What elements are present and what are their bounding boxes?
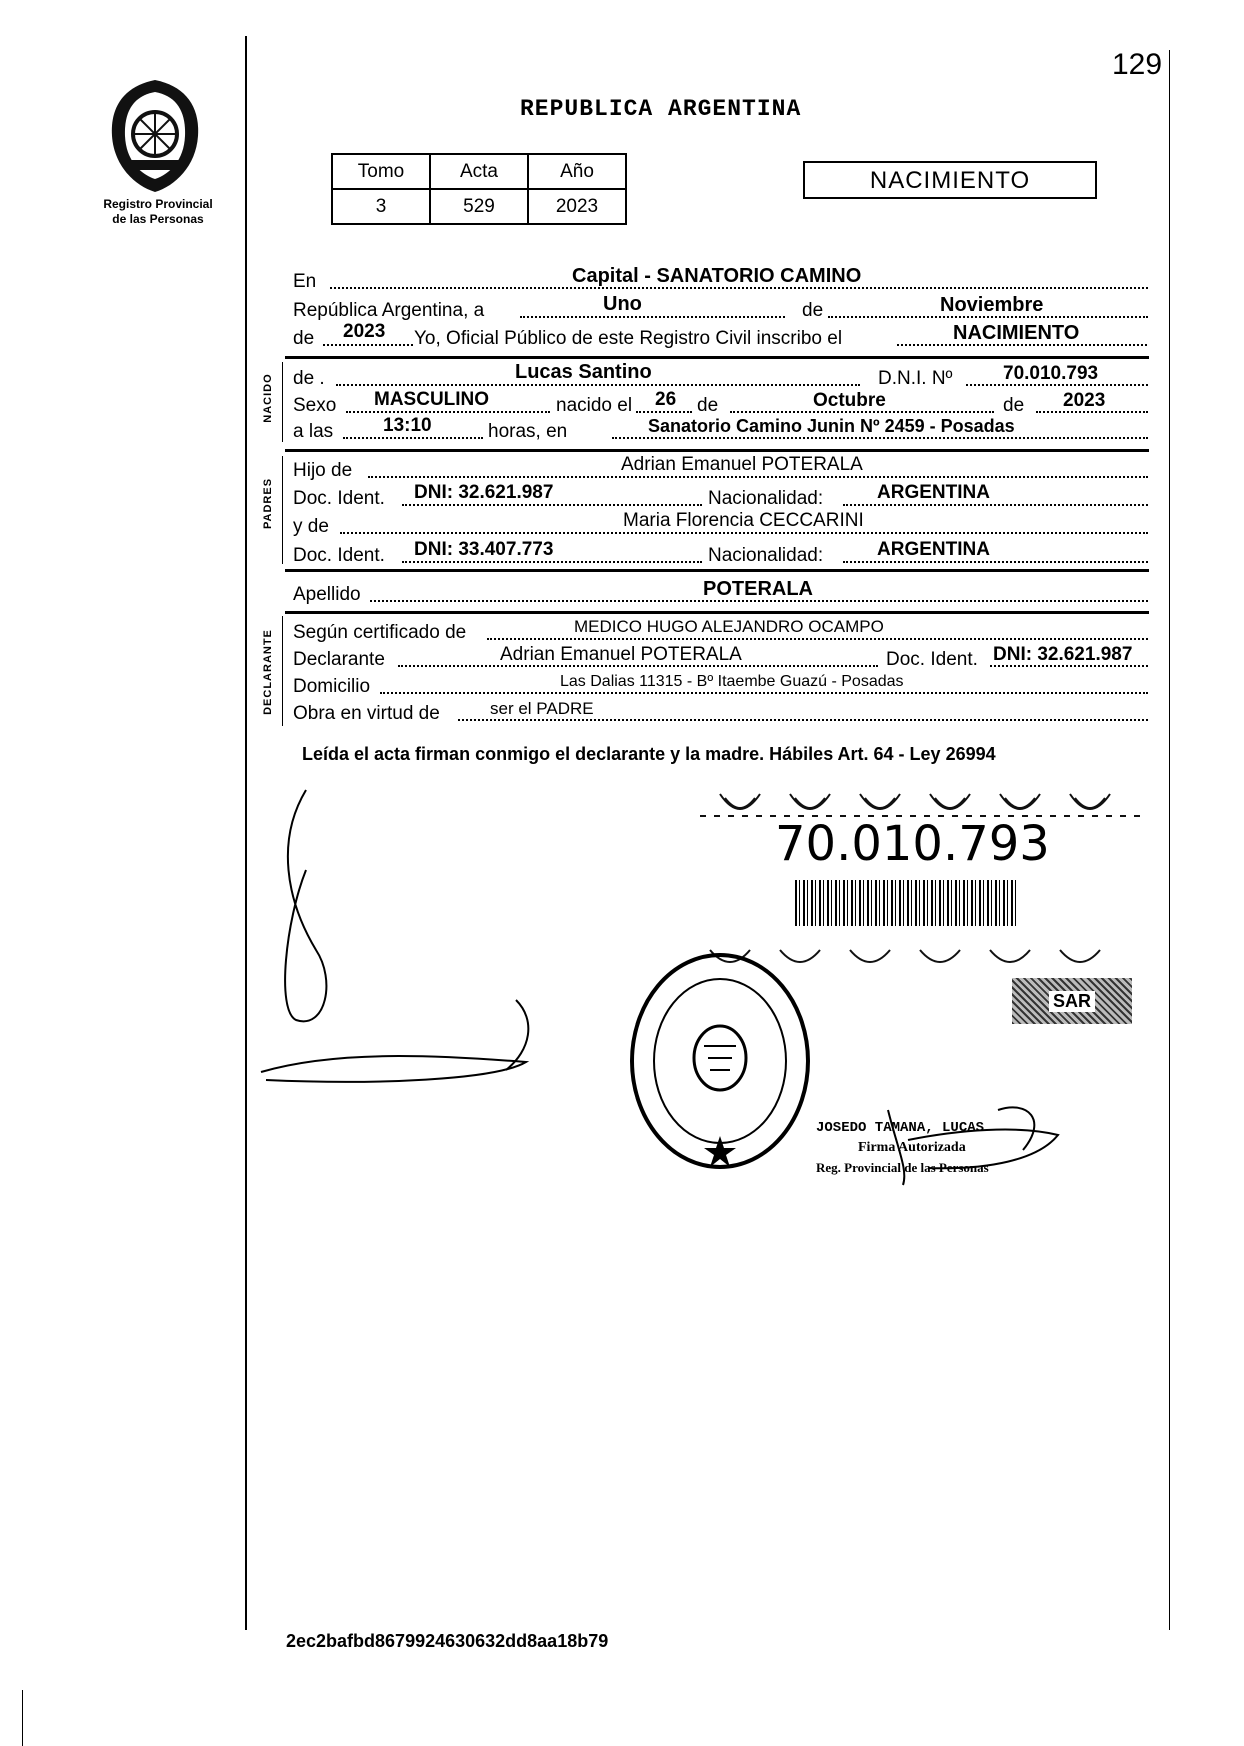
value-acta: 529 [430,189,528,224]
handwritten-signature-icon [256,780,556,1100]
province-logo [100,76,210,196]
parents-father: Adrian Emanuel POTERALA [621,454,863,475]
declarant-doc: DNI: 32.621.987 [993,644,1133,665]
record-type-box: NACIMIENTO [803,161,1097,199]
header-acta: Acta [430,154,528,189]
closing-sentence: Leída el acta firman conmigo el declarante y la madre. Hábiles Art. 64 - Ley 26994 [302,744,996,764]
bottom-margin-tick [22,1690,23,1746]
parents-father-nat: ARGENTINA [877,482,990,503]
side-label-nacido: NACIDO [262,373,274,423]
born-day: 26 [655,389,677,410]
declarant-decl-label: Declarante [293,649,385,670]
parents-mother-nat: ARGENTINA [877,539,990,560]
date-de-label: de [802,300,824,321]
side-line-nacido [282,362,283,442]
declarant-name: Adrian Emanuel POTERALA [500,644,742,665]
born-time-dots [343,437,483,439]
declarant-virtue-dots [458,719,1148,721]
value-tomo: 3 [332,189,430,224]
born-day-dots [636,411,692,413]
side-label-declarante: DECLARANTE [262,629,274,715]
parents-mother-doc: DNI: 33.407.773 [414,539,554,560]
declarant-signature [256,780,556,1100]
document-hash: 2ec2bafbd8679924630632dd8aa18b79 [286,1631,609,1651]
parents-father-doc-label: Doc. Ident. [293,488,385,509]
declarant-virtue-label: Obra en virtud de [293,703,440,724]
side-line-declarante [282,616,283,726]
place-value: Capital - SANATORIO CAMINO [572,265,862,287]
official-stamp [628,950,812,1172]
born-born-label: nacido el [556,395,633,416]
value-anio: 2023 [528,189,626,224]
parents-mother-doc-dots [402,561,702,563]
side-label-padres: PADRES [262,477,274,529]
date-month: Noviembre [940,294,1044,316]
header-anio: Año [528,154,626,189]
date-de-label2: de [293,328,315,349]
born-de-label3: de [1003,395,1025,416]
born-time-label: a las [293,421,334,442]
born-sex: MASCULINO [374,389,490,410]
security-dni-print: 70.010.793 [775,816,1050,872]
declarant-cert-dots [487,638,1148,640]
date-year-dots [323,344,413,346]
security-seal-badge [1012,978,1132,1024]
parents-mother-nat-dots [843,561,1148,563]
declarant-dom-label: Domicilio [293,676,371,697]
place-label: En [293,271,317,292]
declarant-cert-label: Según certificado de [293,622,467,643]
parents-mother: Maria Florencia CECCARINI [623,510,864,531]
born-hours-label: horas, en [488,421,568,442]
province-shield-icon [100,76,210,196]
security-barcode [795,880,1017,926]
parents-father-nat-label: Nacionalidad: [708,488,824,509]
born-dni: 70.010.793 [1003,363,1099,384]
header-tomo: Tomo [332,154,430,189]
security-seal-text: SAR [1049,991,1095,1012]
official-role: Firma Autorizada [858,1140,966,1155]
declarant-virtue: ser el PADRE [490,699,594,718]
date-day-dots [520,316,785,318]
official-org: Reg. Provincial de las Personas [816,1160,989,1175]
born-de-label2: de [697,395,719,416]
right-margin-line [1169,50,1170,1630]
parents-father-dots [368,476,1148,478]
declarant-address-dots [380,692,1148,694]
parents-mother-nat-label: Nacionalidad: [708,545,824,566]
declarant-cert: MEDICO HUGO ALEJANDRO OCAMPO [574,617,884,636]
parents-father-doc: DNI: 32.621.987 [414,482,554,503]
born-sex-dots [346,411,550,413]
declarant-doc-label: Doc. Ident. [886,649,978,670]
parents-mother-doc-label: Doc. Ident. [293,545,385,566]
date-year: 2023 [343,321,386,342]
born-location-dots [612,437,1148,439]
divider-1 [285,356,1149,359]
page-number: 129 [1112,48,1163,81]
oval-seal-icon [628,950,812,1172]
divider-3 [285,569,1149,572]
side-line-padres [282,456,283,564]
born-name-dots [336,384,860,386]
born-sex-label: Sexo [293,395,337,416]
born-de-label: de . [293,368,325,389]
surname-label: Apellido [293,584,361,605]
parents-father-doc-dots [402,504,702,506]
parents-son-label: Hijo de [293,460,353,481]
born-dni-label: D.N.I. Nº [878,368,953,389]
logo-label-line1: Registro Provincial [103,197,213,211]
official-name: JOSEDO TAMANA, LUCAS [816,1120,985,1136]
logo-label-line2: de las Personas [112,212,204,226]
date-label: República Argentina, a [293,300,485,321]
born-time: 13:10 [383,415,432,436]
parents-and-label: y de [293,516,329,537]
date-day: Uno [603,293,642,315]
born-month: Octubre [813,390,886,411]
declarant-address: Las Dalias 11315 - Bº Itaembe Guazú - Posadas [560,673,904,690]
parents-father-nat-dots [843,504,1148,506]
date-act: NACIMIENTO [953,322,1080,344]
born-year: 2023 [1063,390,1106,411]
divider-2 [285,449,1149,452]
record-table [331,153,627,225]
born-location: Sanatorio Camino Junin Nº 2459 - Posadas [648,416,1015,436]
parents-mother-dots [340,532,1148,534]
country-title: REPUBLICA ARGENTINA [520,96,802,122]
surname-value: POTERALA [703,578,813,600]
date-statement: Yo, Oficial Público de este Registro Civil inscribo el [414,328,843,349]
left-margin-line [245,36,247,1630]
born-name: Lucas Santino [515,361,652,383]
divider-4 [285,611,1149,614]
